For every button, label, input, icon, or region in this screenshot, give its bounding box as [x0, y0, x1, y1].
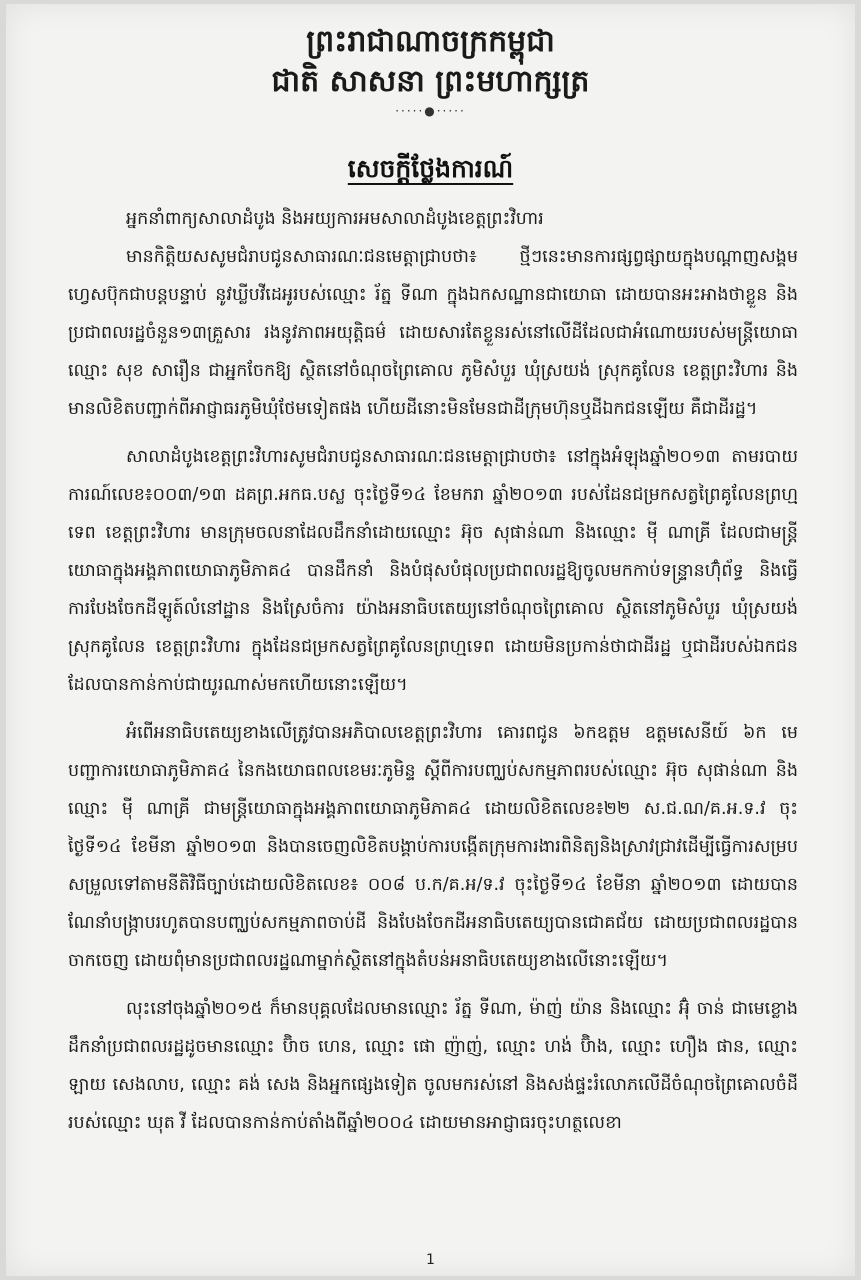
document-title — [6, 154, 855, 190]
paragraph-4: លុះនៅចុងឆ្នាំ២០១៥ ក៏មានបុគ្គលដែលមានឈ្មោះ រ័ត្ន ទីណា, ម៉ាញ់ យ៉ាន និងឈ្មោះ អ៊ុំ ចាន់ ជាមេខ្លោងដឹកនាំប្រជាពលរដ្ឋដូចមានឈ្មោះ ប៊ិាច ហេន, ឈ្មោះ ផោ ញ៉ាញ់, ឈ្មោះ ហង់ ប៊ិាង, ឈ្មោះ ហឿង ផាន, ឈ្មោះ ឡាយ សេងលាប, ឈ្មោះ គង់ សេង និងអ្នកផ្សេងទៀត ចូលមករស់នៅ និងសង់ផ្ទះរំលោភលើដីចំណុចព្រៃគោលចំដីរបស់ឈ្មោះ ឃុត វី ដែលបានកាន់កាប់តាំងពីឆ្នាំ២០០៤ ដោយមានអាជ្ញាធរចុះហត្ថលេខា — [68, 999, 798, 1133]
paragraph-3: អំពើអនាធិបតេយ្យខាងលើត្រូវបានអភិបាលខេត្តព្រះវិហារ គោរពជូន ៦កឧត្តម ឧត្តមសេនីយ៍ ៦ក មេបញ្ជាការយោធាភូមិភាគ៤ នៃកងយោធពលខេមរៈភូមិន្ទ ស្តីពីការបញ្ឈប់សកម្មភាពរបស់ឈ្មោះ អ៊ុច សុផាន់ណា និងឈ្មោះ ម៉ី ណាគ្រី ជាមន្ត្រីយោធាក្នុងអង្គភាពយោធាភូមិភាគ៤ ដោយលិខិតលេខ៖២២ ស.ជ.ណ/គ.អ.ទ.វ ចុះថ្ងៃទី១៤ ខែមីនា ឆ្នាំ២០១៣ និងបានចេញលិខិតបង្គាប់ការបង្កើតក្រុមការងារពិនិត្យនិងស្រាវជ្រាវដើម្បីធ្វើការសម្របសម្រួលទៅតាមនីតិវិធីច្បាប់ដោយលិខិតលេខ៖ ០០៨ ប.ក/គ.អ/ទ.វ ចុះថ្ងៃទី១៤ ខែមីនា ឆ្នាំ២០១៣ ដោយបានណែនាំបង្ក្រាបរហូតបានបញ្ឈប់សកម្មភាពចាប់ដី និងបែងចែកដីអនាធិបតេយ្យបានជោគជ័យ ដោយប្រជាពលរដ្ឋបានចាកចេញ ដោយពុំមានប្រជាពលរដ្ឋណាម្នាក់ស្ថិតនៅក្នុងតំបន់អនាធិបតេយ្យខាងលើនោះឡើយ។ — [68, 723, 798, 971]
letterhead — [6, 22, 855, 118]
addressee-line: អ្នកនាំពាក្យសាលាដំបូង និងអយ្យការអមសាលាដំបូងខេត្តព្រះវិហារ — [126, 209, 544, 229]
document-title-text: សេចក្តីថ្លែងការណ៍ — [347, 154, 514, 183]
document-body — [68, 200, 798, 1152]
page-number: 1 — [426, 1252, 435, 1268]
paragraph-2: សាលាដំបូងខេត្តព្រះវិហារសូមជំរាបជូនសាធារណៈជនមេត្តាជ្រាបថា៖ នៅក្នុងអំឡុងឆ្នាំ២០១៣ តាមរបាយការណ៍លេខ៖០០៣/១៣ ដគព្រ.អកធ.បស្ល ចុះថ្ងៃទី១៤ ខែមករា ឆ្នាំ២០១៣ របស់ដែនជម្រកសត្វព្រៃគូលែនព្រហ្មទេព ខេត្តព្រះវិហារ មានក្រុមចលនាដែលដឹកនាំដោយឈ្មោះ អ៊ុច សុផាន់ណា និងឈ្មោះ ម៉ី ណាគ្រី ដែលជាមន្ត្រីយោធាក្នុងអង្គភាពយោធាភូមិភាគ៤ បានដឹកនាំ និងបំផុសបំផុលប្រជាពលរដ្ឋឱ្យចូលមកកាប់ទន្ទ្រានហ៊ុំព័ទ្ធ និងធ្វើការបែងចែកដីឡូត៍លំនៅដ្ឋាន និងស្រែចំការ យ៉ាងអនាធិបតេយ្យនៅចំណុចព្រៃគោល ស្ថិតនៅភូមិសំបួរ ឃុំស្រយង់ ស្រុកគូលែន ខេត្តព្រះវិហារ ក្នុងដែនជម្រកសត្វព្រៃគូលែនព្រហ្មទេព ដោយមិនប្រកាន់ថាជាដីរដ្ឋ ឬជាដីរបស់ឯកជនដែលបានកាន់កាប់ជាយូរណាស់មកហើយនោះឡើយ។ — [68, 447, 798, 695]
document-page — [6, 4, 855, 1276]
national-motto: ជាតិ សាសនា ព្រះមហាក្សត្រ — [271, 64, 590, 99]
kingdom-title: ព្រះរាជាណាចក្រកម្ពុជា — [306, 24, 555, 59]
decorative-divider: ·····●····· — [395, 104, 466, 118]
paragraph-1: មានកិត្តិយសសូមជំរាបជូនសាធារណៈជនមេត្តាជ្រាបថា៖ ថ្មីៗនេះមានការផ្សព្វផ្សាយក្នុងបណ្តាញសង្គមហ្វេសប៊ុកជាបន្តបន្ទាប់ នូវឃ្លីបវីដេអូរបស់ឈ្មោះ រ័ត្ន ទីណា ក្នុងឯកសណ្ឋានជាយោធា ដោយបានអះអាងថាខ្លួន និងប្រជាពលរដ្ឋចំនួន១៣គ្រួសារ រងនូវភាពអយុត្តិធម៌ ដោយសារតែខ្លួនរស់នៅលើដីដែលជាអំណោយរបស់មន្ត្រីយោធាឈ្មោះ សុខ សារឿន ជាអ្នកចែកឱ្យ ស្ថិតនៅចំណុចព្រៃគោល ភូមិសំបួរ ឃុំស្រយង់ ស្រុកគូលែន ខេត្តព្រះវិហារ និងមានលិខិតបញ្ជាក់ពីអាជ្ញាធរភូមិឃុំថែមទៀតផង ហើយដីនោះមិនមែនជាដីក្រុមហ៊ុនឬដីឯកជនឡើយ គឺជាដីរដ្ឋ។ — [68, 247, 798, 419]
